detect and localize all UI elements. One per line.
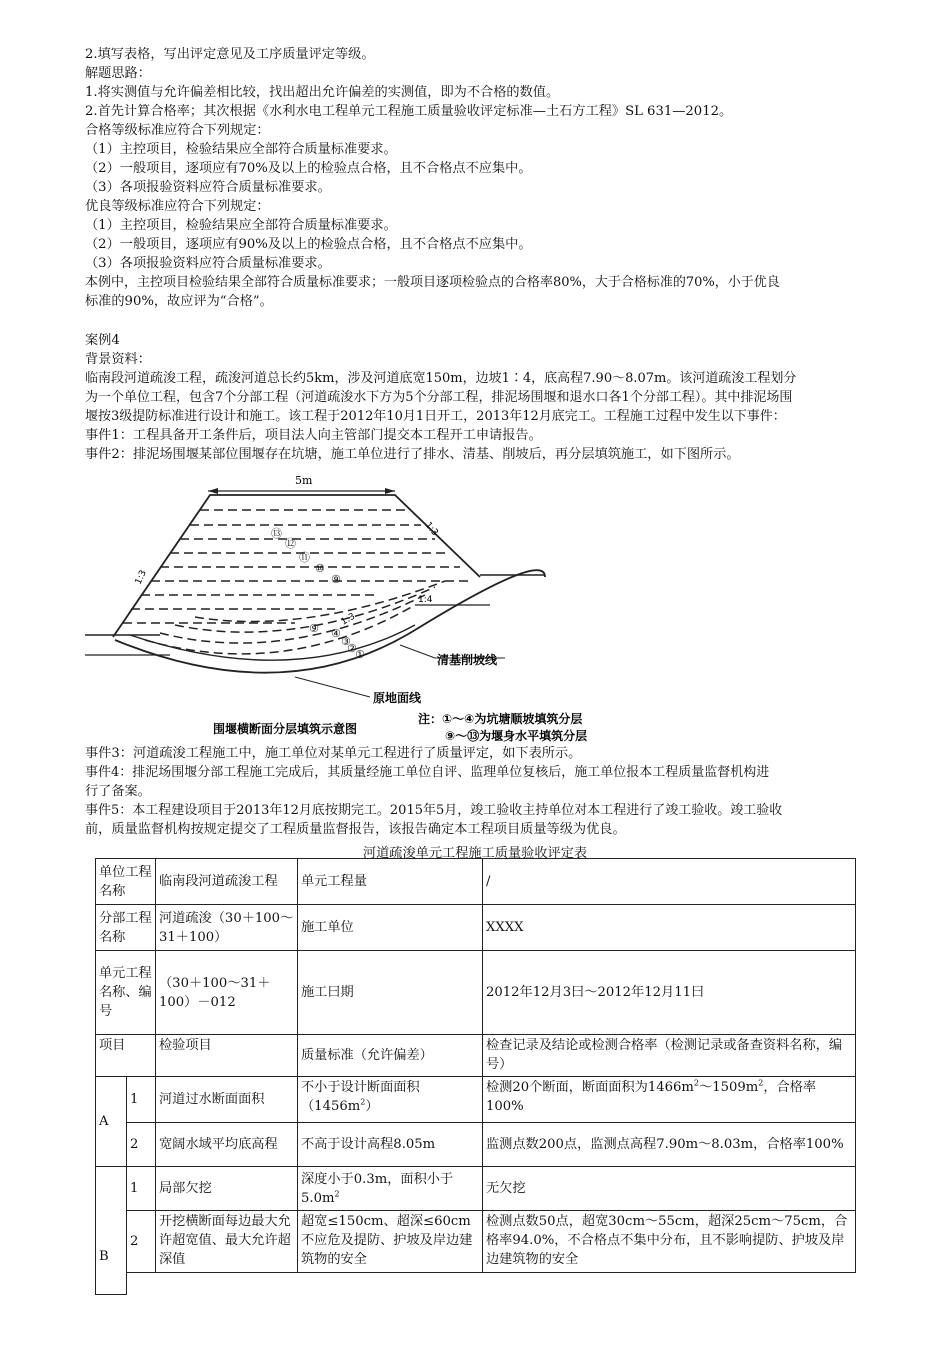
quality-evaluation-table — [95, 858, 856, 1295]
intro-line: （2）一般项目，逐项应有70%及以上的检验点合格，且不合格点不应集中。 — [85, 161, 532, 176]
layer-label: ③ — [341, 635, 351, 648]
layer-label: ⑨ — [309, 622, 319, 635]
table-row — [96, 1077, 856, 1123]
table-cell: 施工曰期 — [298, 951, 483, 1035]
layer-label: ⑩ — [315, 562, 325, 575]
table-cell — [127, 1273, 856, 1295]
intro-line: 1.将实测值与允许偏差相比较，找出超出允许偏差的实测值，即为不合格的数值。 — [85, 85, 560, 100]
slope-fill-layers — [145, 581, 445, 654]
table-caption: 河道疏浚单元工程施工质量验收评定表 — [362, 846, 588, 861]
header-cell: 检验项目 — [156, 1035, 298, 1077]
group-label: B — [96, 1167, 127, 1295]
intro-line: 标准的90%，故应评为“合格”。 — [85, 294, 273, 309]
slope-label: 1:3 — [339, 611, 358, 628]
layer-label: ④ — [331, 627, 341, 640]
case-title: 案例4 — [85, 333, 120, 348]
horizontal-fill-layers — [123, 510, 470, 623]
event-1: 事件1：工程具备开工条件后，项目法人向主管部门提交本工程开工申请报告。 — [85, 428, 542, 443]
table-cell: 深度小于0.3m，面积小于$5.0m^2$ — [298, 1167, 483, 1211]
table-cell: 单位工程名称 — [96, 859, 156, 905]
table-cell: 单元工程量 — [298, 859, 483, 905]
intro-line: （1）主控项目，检验结果应全部符合质量标准要求。 — [85, 218, 397, 233]
slope-label: 1:3 — [422, 520, 440, 539]
layer-label: ② — [347, 642, 357, 655]
table-cell: 局部欠挖 — [156, 1167, 298, 1211]
intro-line: 优良等级标准应符合下列规定： — [85, 199, 270, 214]
table-cell: 开挖横断面每边最大允许超宽值、最大允许超深值 — [156, 1211, 298, 1273]
intro-line: 2.填写表格，写出评定意见及工序质量评定等级。 — [85, 47, 375, 62]
table-cell: 单元工程名称、编号 — [96, 951, 156, 1035]
event-5-cont: 前，质量监督机构按规定提交了工程质量监督报告，该报告确定本工程项目质量等级为优良。 — [85, 822, 626, 837]
table-cell: （30＋100～31＋100）－012 — [156, 951, 298, 1035]
figure-title: 围堰横断面分层填筑示意图 — [213, 722, 358, 736]
header-cell: 检查记录及结论或检测合格率（检测记录或备查资料名称，编号） — [483, 1035, 856, 1077]
header-cell: 质量标准（允许偏差） — [298, 1035, 483, 1077]
event-2: 事件2：排泥场围堰某部位围堰存在坑塘，施工单位进行了排水、清基、削坡后，再分层填筑施工，如下图所示。 — [85, 447, 740, 462]
table-cell: 1 — [127, 1167, 156, 1211]
clean-slope-line-label: 清基削坡线 — [437, 653, 498, 667]
slope-label: 1:4 — [418, 595, 433, 605]
table-cell: 检测点数50点，超宽30cm～55cm，超深25cm～75cm，合格率94.0%，不合格点不集中分布，且不影响提防、护坡及岸边建筑物的安全 — [483, 1211, 856, 1273]
intro-line: （2）一般项目，逐项应有90%及以上的检验点合格，且不合格点不应集中。 — [85, 237, 532, 252]
table-cell: 不高于设计高程8.05m — [298, 1123, 483, 1167]
table-cell: 1 — [127, 1077, 156, 1123]
table-row — [96, 859, 856, 905]
table-cell: 临南段河道疏浚工程 — [156, 859, 298, 905]
layer-label: ⑨ — [331, 573, 341, 586]
case-paragraph: 为一个单位工程，包含7个分部工程（河道疏浚水下方为5个分部工程，排泥场围堰和退水口各1个分部工程）。其中排泥场围 — [85, 390, 793, 405]
original-ground-label: 原地面线 — [373, 691, 422, 705]
intro-line: 本例中，主控项目检验结果全部符合质量标准要求；一般项目逐项检验点的合格率80%，大于合格标准的70%，小于优良 — [85, 275, 780, 290]
table-cell: 施工单位 — [298, 905, 483, 951]
event-4-cont: 行了备案。 — [85, 784, 151, 799]
group-label: A — [96, 1077, 127, 1167]
table-row — [96, 1167, 856, 1211]
event-4: 事件4：排泥场围堰分部工程施工完成后，其质量经施工单位自评、监理单位复核后，施工单位报本工程质量监督机构进 — [85, 765, 770, 780]
case-background: 背景资料： — [85, 352, 151, 367]
table-cell: 分部工程名称 — [96, 905, 156, 951]
table-row — [96, 905, 856, 951]
table-cell: 2 — [127, 1123, 156, 1167]
table-cell: 2 — [127, 1211, 156, 1273]
table-row — [96, 1123, 856, 1167]
table-cell: 无欠挖 — [483, 1167, 856, 1211]
table-row — [96, 1211, 856, 1273]
slope-label: 1:3 — [133, 568, 149, 587]
table-cell: 河道疏浚（30＋100～31＋100） — [156, 905, 298, 951]
intro-line: 合格等级标准应符合下列规定： — [85, 123, 270, 138]
table-cell: 河道过水断面面积 — [156, 1077, 298, 1123]
header-cell: 项目 — [96, 1035, 156, 1077]
case-paragraph: 临南段河道疏浚工程，疏浚河道总长约5km，涉及河道底宽150m，边坡1∶4，底高程7.90～8.07m。该河道疏浚工程划分 — [85, 371, 797, 386]
table-header-row — [96, 1035, 856, 1077]
layer-label: ⑬ — [271, 527, 282, 540]
intro-line: 2.首先计算合格率；其次根据《水利水电工程单元工程施工质量验收评定标准—土石方工程》SL 631—2012。 — [85, 104, 733, 119]
intro-line: （1）主控项目，检验结果应全部符合质量标准要求。 — [85, 142, 397, 157]
figure-note: ⑨～⑬为堰身水平填筑分层 — [445, 729, 588, 743]
table-row — [96, 1273, 856, 1295]
embankment-outline — [113, 495, 480, 637]
table-cell: 监测点数200点，监测点高程7.90m～8.03m，合格率100% — [483, 1123, 856, 1167]
table-cell: / — [483, 859, 856, 905]
layer-label: ⑫ — [285, 537, 296, 550]
event-3: 事件3：河道疏浚工程施工中，施工单位对某单元工程进行了质量评定，如下表所示。 — [85, 746, 582, 761]
layer-label: ⑪ — [299, 551, 310, 564]
layer-label: ① — [355, 648, 365, 661]
table-row — [96, 951, 856, 1035]
table-cell: 超宽≤150cm、超深≤60cm不应危及提防、护坡及岸边建筑物的安全 — [298, 1211, 483, 1273]
width-label: 5m — [295, 474, 313, 487]
event-5: 事件5：本工程建设项目于2013年12月底按期完工。2015年5月，竣工验收主持单位对本工程进行了竣工验收。竣工验收 — [85, 803, 783, 818]
intro-line: 解题思路： — [85, 66, 151, 81]
embankment-cross-section-diagram — [85, 465, 605, 745]
table-cell: XXXX — [483, 905, 856, 951]
case-paragraph: 堰按3级提防标准进行设计和施工。该工程于2012年10月1日开工，2013年12月底完工。工程施工过程中发生以下事件： — [85, 409, 786, 424]
intro-line: （3）各项报验资料应符合质量标准要求。 — [85, 256, 331, 271]
intro-line: （3）各项报验资料应符合质量标准要求。 — [85, 180, 331, 195]
table-cell: 2012年12月3曰～2012年12月11曰 — [483, 951, 856, 1035]
figure-note: 注：①～④为坑塘顺坡填筑分层 — [418, 712, 583, 726]
table-cell: 检测20个断面，断面面积为$1466m^2\sim 1509m^2$，合格率100% — [483, 1077, 856, 1123]
table-cell: 不小于设计断面面积$(1456m^2)$ — [298, 1077, 483, 1123]
table-cell: 宽阔水域平均底高程 — [156, 1123, 298, 1167]
